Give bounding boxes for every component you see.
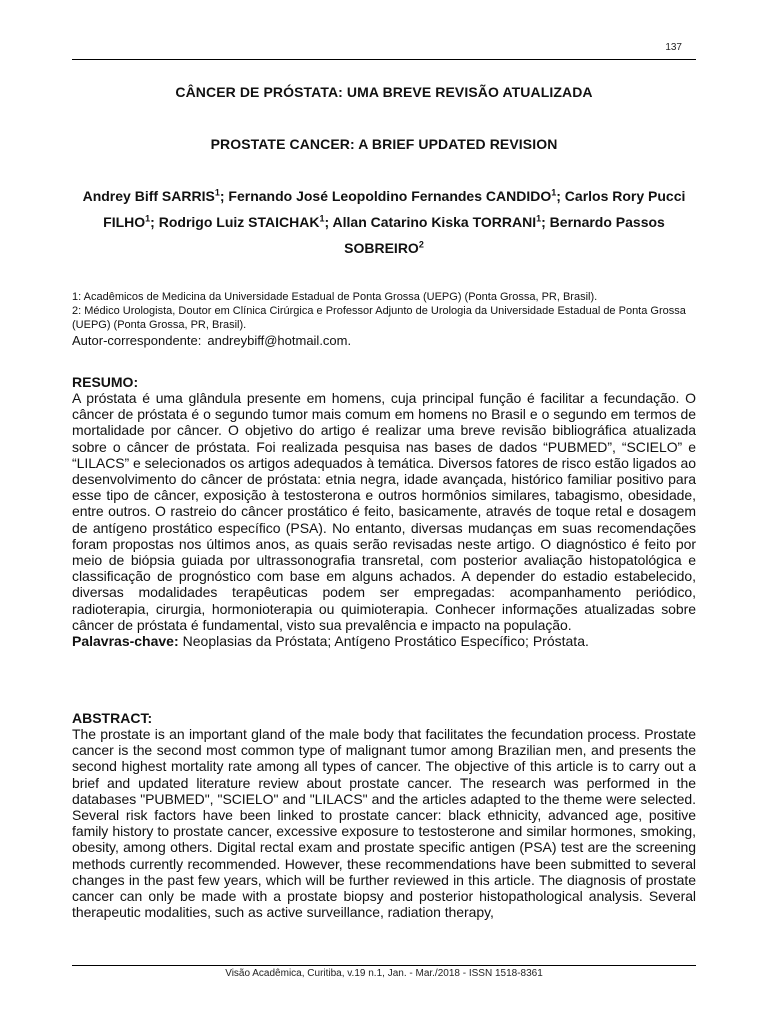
resumo-section [72,374,696,649]
author-name: Bernardo Passos SOBREIRO [344,214,665,256]
author-name: Rodrigo Luiz STAICHAK [158,214,320,230]
corresponding-author-label: Autor-correspondente: [72,333,202,348]
author-affiliation-mark: 1 [551,187,557,198]
author-separator: ; [150,214,159,230]
author-affiliation-mark: 1 [145,213,151,224]
page-number: 137 [665,42,682,53]
author-separator: ; [219,188,229,204]
keywords-label: Palavras-chave: [72,633,179,650]
affiliations [72,290,696,349]
author-affiliation-mark: 1 [214,187,220,198]
journal-footer: Visão Acadêmica, Curitiba, v.19 n.1, Jan. - Mar./2018 - ISSN 1518-8361 [225,968,543,979]
author-name: Allan Catarino Kiska TORRANI [332,214,537,230]
abstract-section [72,710,696,920]
author-separator: ; [541,214,550,230]
affiliation-1: 1: Acadêmicos de Medicina da Universidade Estadual de Ponta Grossa (UEPG) (Ponta Grossa, PR, Brasil). [72,291,598,303]
author-name: Carlos Rory Pucci FILHO [103,188,686,230]
author-affiliation-mark: 1 [319,213,325,224]
corresponding-author [72,333,696,349]
title-english: PROSTATE CANCER: A BRIEF UPDATED REVISION [210,136,558,152]
author-name: Andrey Biff SARRIS [82,188,215,204]
footer-rule [72,965,696,966]
resumo-text: A próstata é uma glândula presente em homens, cuja principal função é facilitar a fecundação. O câncer de próstata é o segundo tumor mais comum em homens no Brasil e o segundo em termos de mortalidade por câncer. O objetivo do artigo é realizar uma breve revisão bibliográfica atualizada sobre o câncer de próstata. Foi realizada pesquisa nas bases de dados “PUBMED”, “SCIELO” e “LILACS” e selecionados os artigos adequados à temática. Diversos fatores de risco estão ligados ao desenvolvimento do câncer de próstata: etnia negra, idade avançada, histórico familiar positivo para esse tipo de câncer, exposição à testosterona e outros hormônios similares, tabagismo, obesidade, entre outros. O rastreio do câncer prostático é feito, basicamente, através de toque retal e dosagem de antígeno prostático específico (PSA). No entanto, diversas mudanças em suas recomendações foram propostas nos últimos anos, as quais serão revisadas neste artigo. O diagnóstico é feito por meio de biópsia guiada por ultrassonografia transretal, com posterior avaliação histopatológica e classificação de prognóstico com base em alguns achados. A depender do estadio estabelecido, diversas modalidades terapêuticas podem ser empregadas: acompanhamento periódico, radioterapia, cirurgia, hormonioterapia ou quimioterapia. Conhecer informações atualizadas sobre câncer de próstata é fundamental, visto sua prevalência e impacto na população. [72,390,696,633]
keywords-value: Neoplasias da Próstata; Antígeno Prostático Específico; Próstata. [182,633,589,650]
author-list [72,183,696,261]
author-name: Fernando José Leopoldino Fernandes CANDIDO [228,188,552,204]
affiliation-2: 2: Médico Urologista, Doutor em Clínica Cirúrgica e Professor Adjunto de Urologia da Universidade Estadual de Ponta Grossa (UEPG) (Ponta Grossa, PR, Brasil). [72,305,686,331]
header-rule [72,59,696,60]
author-affiliation-mark: 1 [536,213,542,224]
author-separator: ; [324,214,333,230]
keywords [72,633,696,649]
abstract-text: The prostate is an important gland of the male body that facilitates the fecundation process. Prostate cancer is the second most common type of malignant tumor among Brazilian men, and presents the second highest mortality rate among all types of cancer. The objective of this article is to carry out a brief and updated literature review about prostate cancer. The research was performed in the databases "PUBMED", "SCIELO" and "LILACS" and the articles adapted to the theme were selected. Several risk factors have been linked to prostate cancer: black ethnicity, advanced age, positive family history to prostate cancer, excessive exposure to testosterone and similar hormones, smoking, obesity, among others. Digital rectal exam and prostate specific antigen (PSA) test are the screening methods currently recommended. However, these recommendations have been submitted to several changes in the past few years, which will be further reviewed in this article. The diagnosis of prostate cancer can only be made with a prostate biopsy and posterior histopathological analysis. Several therapeutic modalities, such as active surveillance, radiation therapy, [72,726,696,921]
corresponding-author-email[interactable]: andreybiff@hotmail.com. [207,333,352,348]
author-separator: ; [556,188,565,204]
title-portuguese: CÂNCER DE PRÓSTATA: UMA BREVE REVISÃO ATUALIZADA [175,84,593,100]
resumo-heading: RESUMO: [72,374,139,390]
author-affiliation-mark: 2 [418,239,424,250]
abstract-heading: ABSTRACT: [72,710,153,726]
